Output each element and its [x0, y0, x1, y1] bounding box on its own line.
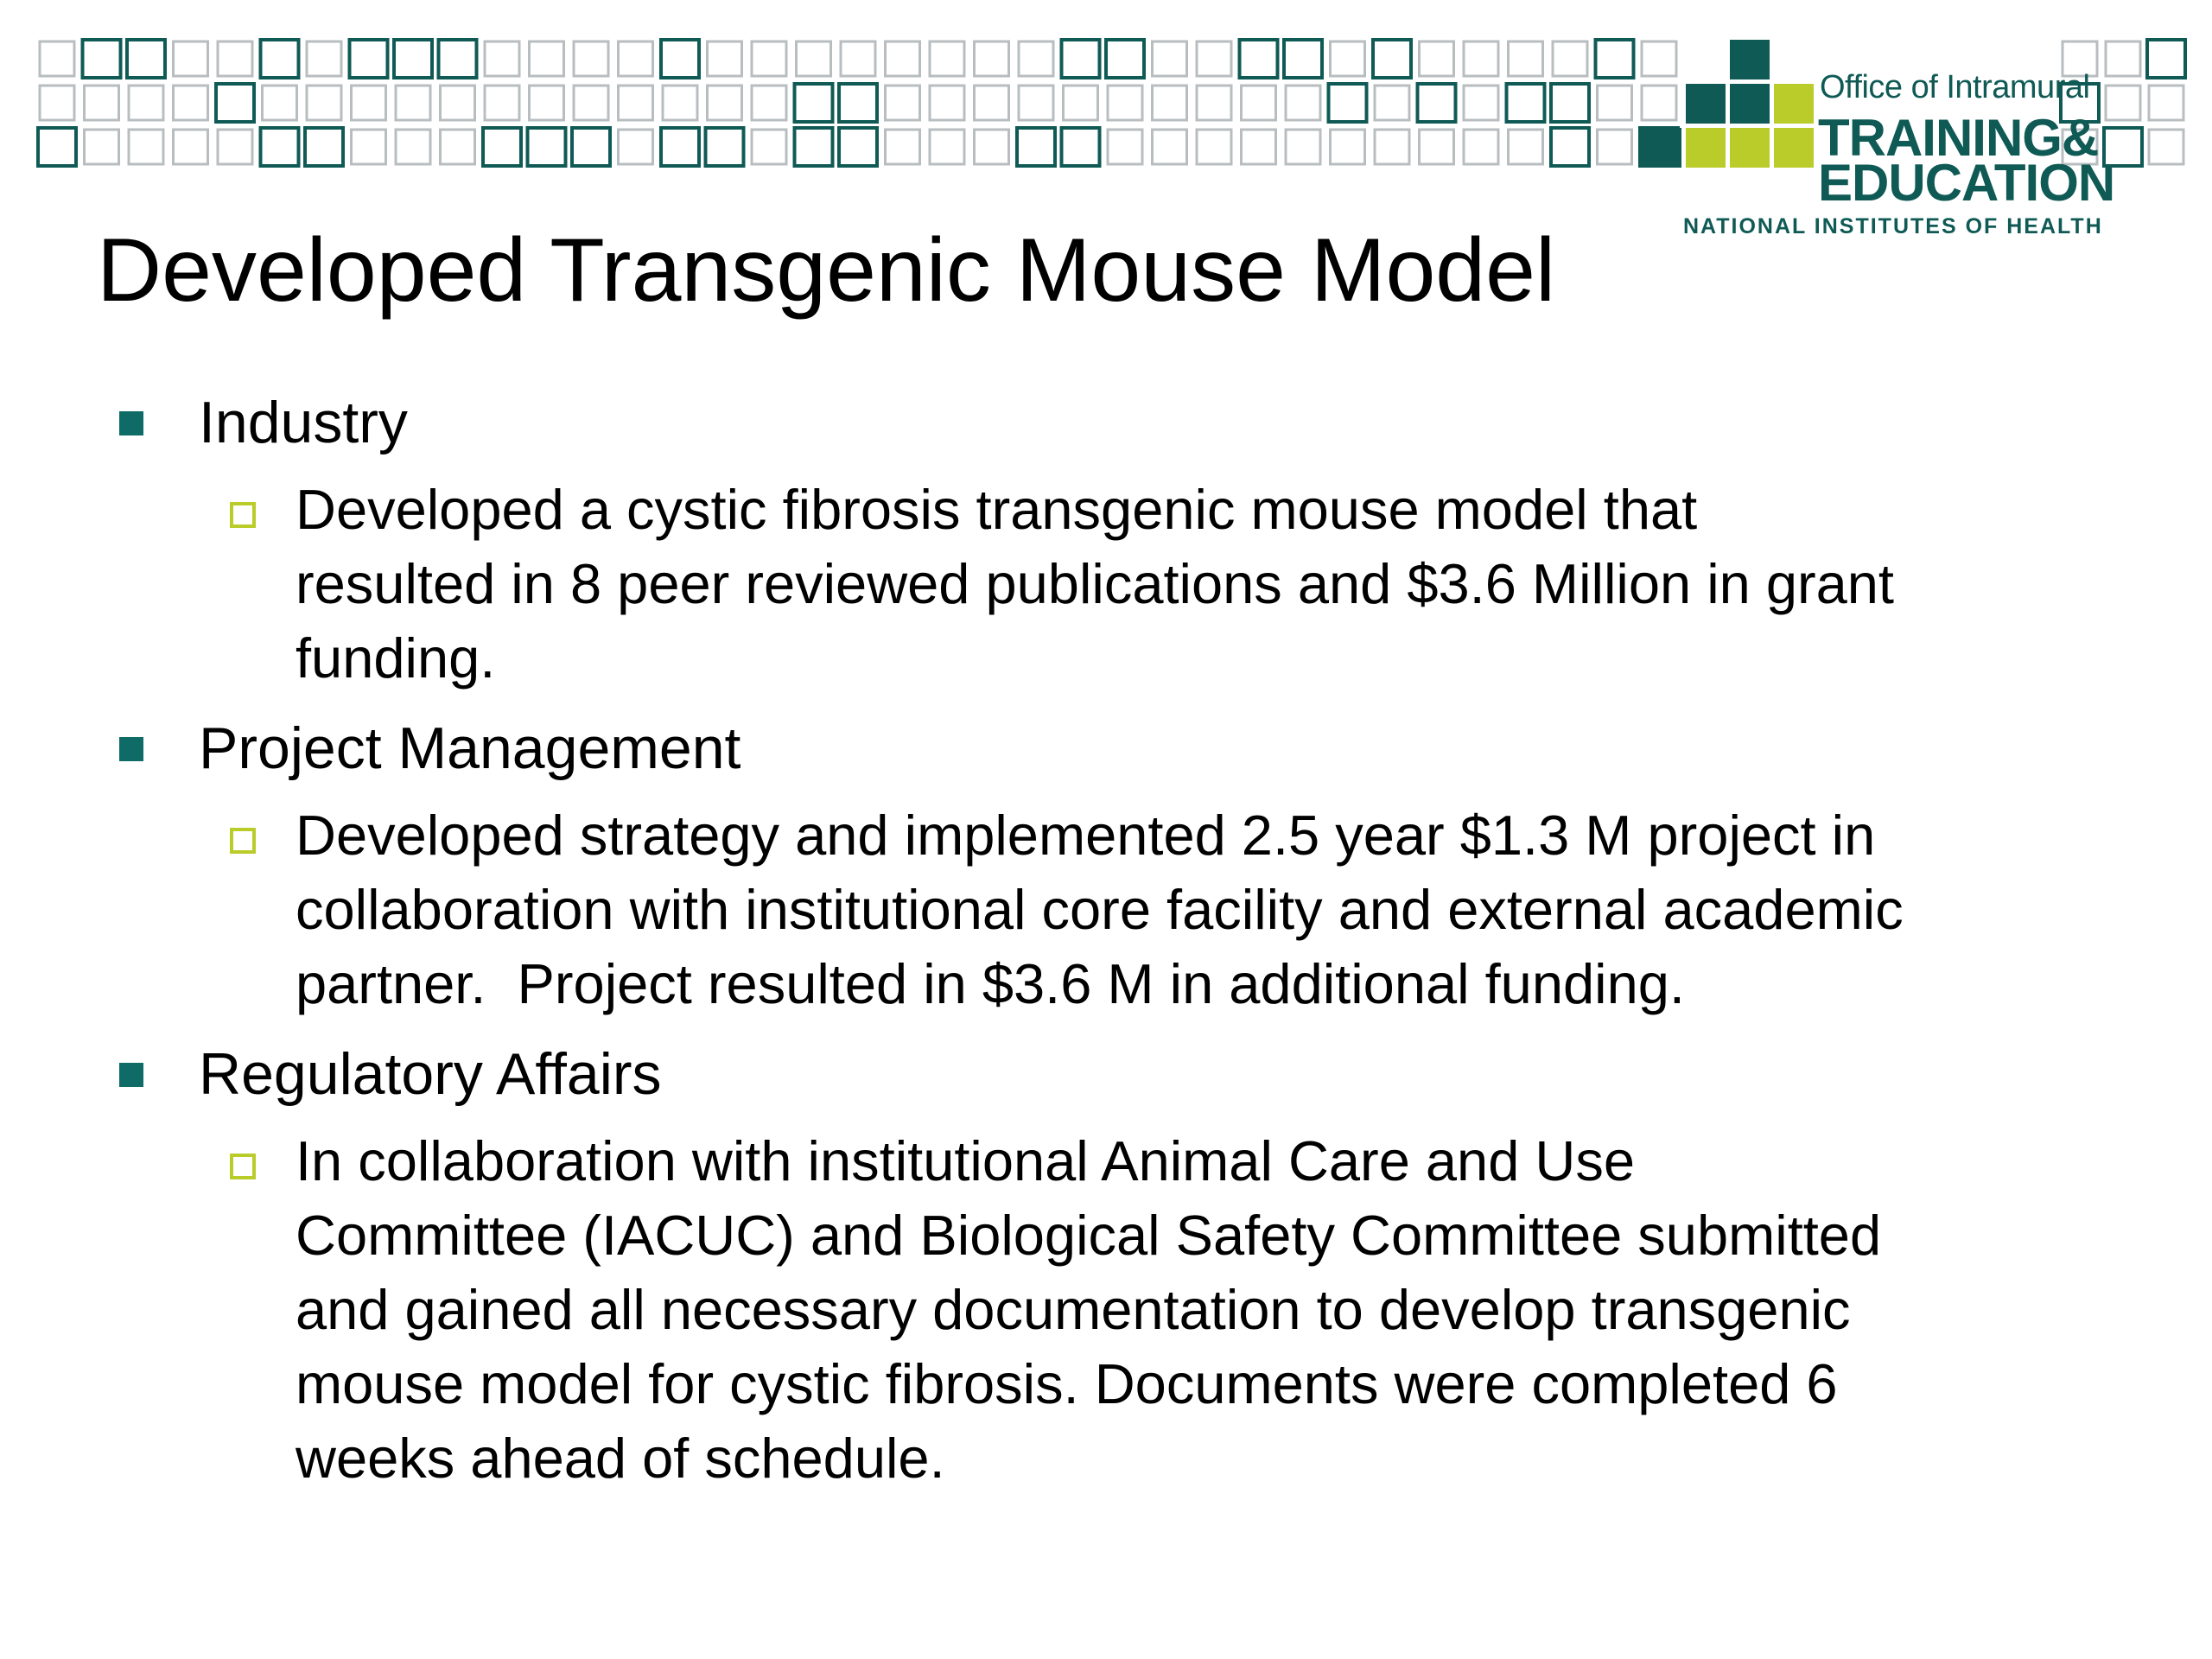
grid-square [305, 128, 343, 166]
grid-square [129, 86, 163, 120]
grid-square [218, 130, 252, 164]
grid-square [1464, 41, 1498, 76]
grid-square [396, 86, 430, 120]
grid-square [1418, 84, 1456, 122]
hollow-square-bullet-icon [230, 828, 256, 854]
grid-square [1686, 84, 1726, 124]
grid-square [174, 86, 208, 120]
grid-square [1507, 84, 1545, 122]
grid-square [839, 128, 877, 166]
grid-square [886, 86, 920, 120]
bullet-detail: Developed a cystic fibrosis transgenic mouse model that resulted in 8 peer reviewed publications and $3.6 Million in grant funding. [296, 478, 1894, 690]
grid-square [85, 86, 119, 120]
grid-square [572, 128, 610, 166]
grid-square [1331, 41, 1365, 76]
square-bullet-icon [119, 1063, 143, 1087]
bullet-project-management [199, 711, 741, 785]
grid-square [2106, 41, 2140, 76]
grid-square [1730, 40, 1770, 79]
bullet-regulatory-affairs [199, 1037, 661, 1111]
grid-square [1106, 40, 1144, 78]
grid-square [752, 86, 786, 120]
grid-square [841, 41, 875, 76]
sub-bullet-regulatory-affairs [296, 1124, 2093, 1496]
grid-square [1420, 130, 1454, 164]
grid-square [975, 130, 1009, 164]
grid-square [1509, 130, 1543, 164]
hollow-square-bullet-icon [230, 1154, 256, 1179]
grid-square [1197, 130, 1231, 164]
grid-square [1242, 86, 1276, 120]
grid-square [1153, 130, 1187, 164]
grid-square [485, 86, 519, 120]
grid-square [1019, 86, 1053, 120]
grid-square [1017, 128, 1055, 166]
grid-square [975, 41, 1009, 76]
grid-square [1242, 130, 1276, 164]
grid-square [663, 86, 697, 120]
grid-square [1153, 41, 1187, 76]
grid-square [40, 86, 74, 120]
sub-bullet-project-management [296, 798, 2093, 1021]
grid-square [352, 130, 386, 164]
logo-office-text: Office of Intramural [1820, 69, 2090, 105]
grid-square [619, 130, 653, 164]
grid-square [1551, 128, 1589, 166]
grid-square [795, 128, 833, 166]
hollow-square-bullet-icon [230, 502, 256, 528]
grid-square [930, 86, 964, 120]
grid-square [1286, 86, 1320, 120]
grid-square [216, 84, 254, 122]
grid-square [661, 40, 699, 78]
grid-square [1153, 86, 1187, 120]
grid-square [218, 41, 252, 76]
grid-square [350, 40, 388, 78]
bullet-detail: Developed strategy and implemented 2.5 year $1.3 M project in collaboration with institutional core facility and external academic partner. Project resulted in $3.6 M in additional funding. [296, 804, 1904, 1015]
grid-square [261, 40, 299, 78]
grid-square [263, 86, 297, 120]
grid-square [1329, 84, 1367, 122]
grid-square [441, 130, 475, 164]
slide-title: Developed Transgenic Mouse Model [97, 220, 1556, 321]
logo-training-text: TRAINING& [1818, 109, 2099, 167]
grid-square [1642, 128, 1681, 168]
grid-square [528, 128, 566, 166]
grid-square [2149, 86, 2183, 120]
grid-square [396, 130, 430, 164]
grid-square [261, 128, 299, 166]
grid-square [1464, 130, 1498, 164]
bullet-detail: In collaboration with institutional Animal Care and Use Committee (IACUC) and Biological Safety Committee submitted and gained all necessary documentation to develop transgenic mouse model for cystic fibrosis. Documents were completed 6 weeks ahead of schedule. [296, 1129, 1882, 1490]
grid-square [574, 86, 608, 120]
grid-square [930, 41, 964, 76]
grid-square [1284, 40, 1322, 78]
grid-square [661, 128, 699, 166]
grid-square [1240, 40, 1278, 78]
grid-square [1464, 86, 1498, 120]
grid-square [1197, 41, 1231, 76]
grid-square [1062, 40, 1100, 78]
grid-square [1331, 130, 1365, 164]
grid-square [1598, 130, 1632, 164]
grid-square [797, 41, 831, 76]
grid-square [174, 41, 208, 76]
bullet-heading: Project Management [199, 715, 741, 781]
header-banner [35, 36, 2195, 238]
grid-square [40, 41, 74, 76]
grid-square [930, 130, 964, 164]
grid-square [1596, 40, 1634, 78]
grid-square [1509, 41, 1543, 76]
grid-square [85, 130, 119, 164]
grid-square [352, 86, 386, 120]
grid-square [439, 40, 477, 78]
grid-square [2106, 86, 2140, 120]
bullet-heading: Industry [199, 390, 408, 455]
sub-bullet-industry [296, 473, 2093, 696]
grid-square [1019, 41, 1053, 76]
grid-square [2147, 40, 2185, 78]
grid-square [1420, 41, 1454, 76]
square-bullet-icon [119, 411, 143, 435]
grid-square [1197, 86, 1231, 120]
grid-square [530, 41, 564, 76]
grid-square [1108, 130, 1142, 164]
grid-square [1774, 84, 1814, 124]
square-bullet-icon [119, 737, 143, 761]
grid-square [483, 128, 521, 166]
grid-square [1373, 40, 1411, 78]
grid-square [441, 86, 475, 120]
grid-square [619, 41, 653, 76]
grid-square [1286, 130, 1320, 164]
grid-square [886, 41, 920, 76]
grid-square [1553, 41, 1587, 76]
grid-square [708, 86, 742, 120]
grid-square [530, 86, 564, 120]
grid-square [975, 86, 1009, 120]
grid-square [619, 86, 653, 120]
logo-education-text: EDUCATION [1818, 154, 2115, 212]
grid-square [574, 41, 608, 76]
grid-square [1375, 130, 1409, 164]
grid-square [752, 41, 786, 76]
grid-square [307, 41, 341, 76]
grid-square [1064, 86, 1098, 120]
grid-square [1642, 86, 1676, 120]
grid-square [1642, 41, 1676, 76]
grid-square [1730, 84, 1770, 124]
grid-square [1598, 86, 1632, 120]
grid-square [708, 41, 742, 76]
grid-square [1062, 128, 1100, 166]
grid-square [2149, 130, 2183, 164]
logo-nih-text: NATIONAL INSTITUTES OF HEALTH [1683, 214, 2103, 238]
grid-square [1730, 128, 1770, 168]
bullet-heading: Regulatory Affairs [199, 1041, 662, 1107]
grid-square [886, 130, 920, 164]
grid-square [307, 86, 341, 120]
grid-square [1108, 86, 1142, 120]
grid-square [1686, 128, 1726, 168]
grid-square [706, 128, 744, 166]
grid-square [394, 40, 432, 78]
grid-square [83, 40, 121, 78]
bullet-industry [199, 385, 408, 460]
grid-square [1551, 84, 1589, 122]
grid-square [1375, 86, 1409, 120]
grid-square [795, 84, 833, 122]
grid-square [839, 84, 877, 122]
grid-square [752, 130, 786, 164]
grid-square [129, 130, 163, 164]
grid-square [1774, 128, 1814, 168]
grid-square [174, 130, 208, 164]
grid-square [485, 41, 519, 76]
grid-square [127, 40, 165, 78]
grid-square [38, 128, 76, 166]
